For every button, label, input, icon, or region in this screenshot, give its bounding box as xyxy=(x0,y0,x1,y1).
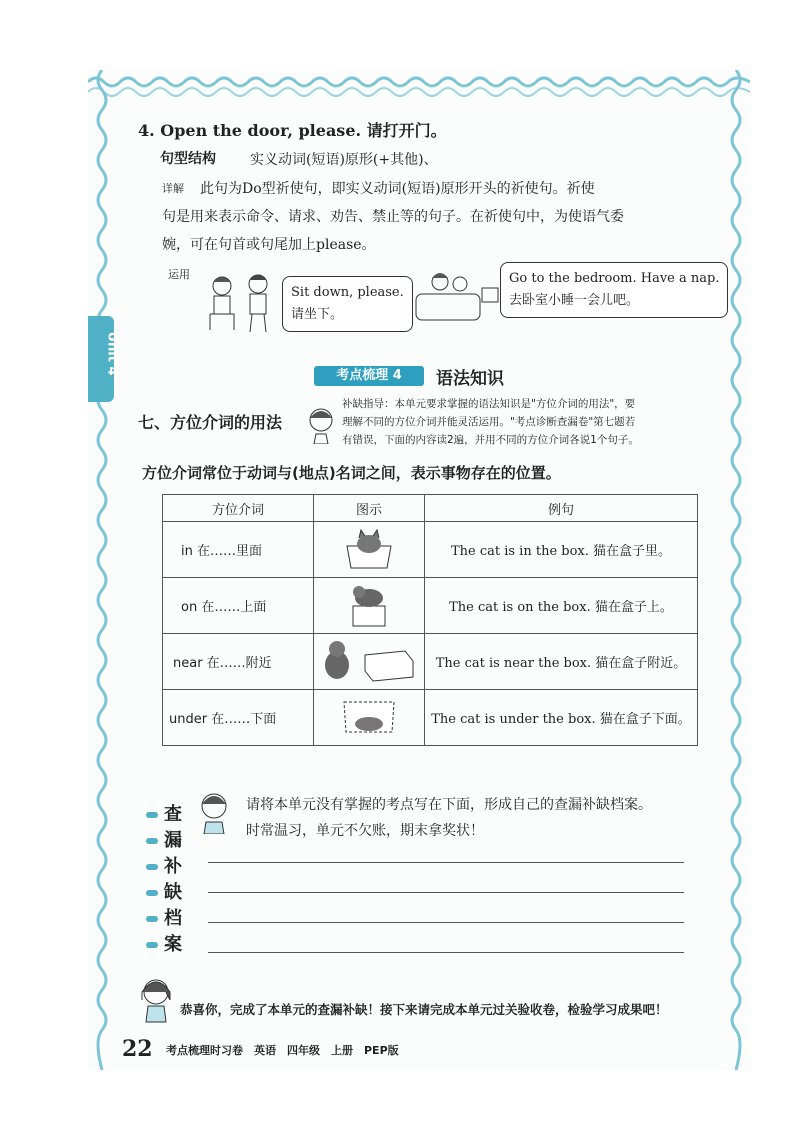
footer-text: 考点梳理时习卷 英语 四年级 上册 PEP版 xyxy=(166,1044,399,1057)
gap-file-char: 缺 xyxy=(146,878,182,904)
preposition-table xyxy=(162,494,698,746)
unit-tab-label: Unit 4 xyxy=(104,331,120,376)
example-cell: The cat is on the box. 猫在盒子上。 xyxy=(425,578,698,634)
table-header-example: 例句 xyxy=(425,495,698,522)
wave-border-top xyxy=(88,70,750,110)
girl-avatar-icon xyxy=(136,974,176,1024)
detail-line3: 婉，可在句首或句尾加上please。 xyxy=(162,237,376,253)
gap-file-char: 案 xyxy=(146,930,182,956)
unit-tab xyxy=(88,316,120,402)
note-line3: 有错误，下面的内容读2遍，并用不同的方位介词各说1个句子。 xyxy=(342,434,639,446)
detail-label: 详解 xyxy=(162,182,184,195)
prep-cell: in 在……里面 xyxy=(163,522,314,578)
image-cell xyxy=(314,578,425,634)
bubble1-cn: 请坐下。 xyxy=(291,307,344,322)
table-header-image: 图示 xyxy=(314,495,425,522)
table-row xyxy=(163,690,698,746)
note-line2: 理解不同的方位介词并能灵活运用。"考点诊断查漏卷"第七题若 xyxy=(342,416,636,428)
prep-cell: near 在……附近 xyxy=(163,634,314,690)
family-sofa-illustration xyxy=(410,266,502,332)
teacher-avatar-icon xyxy=(306,404,336,444)
section7-title: 七、方位介词的用法 xyxy=(138,413,283,432)
cat-near-box-icon xyxy=(319,637,419,683)
student-avatar-icon xyxy=(194,788,234,834)
gap-file-char: 档 xyxy=(146,904,182,930)
prep-cell: under 在……下面 xyxy=(163,690,314,746)
pattern-label: 句型结构 xyxy=(160,151,216,167)
image-cell xyxy=(314,690,425,746)
table-row xyxy=(163,578,698,634)
writing-line[interactable] xyxy=(208,862,684,863)
kids-sitting-illustration xyxy=(200,270,280,336)
image-cell xyxy=(314,634,425,690)
bubble2-cn: 去卧室小睡一会儿吧。 xyxy=(509,293,640,308)
page-number: 22 xyxy=(122,1036,153,1062)
usage-label: 运用 xyxy=(168,268,190,281)
wave-border-left xyxy=(88,70,118,1070)
cat-in-box-icon xyxy=(339,526,399,570)
writing-line[interactable] xyxy=(208,922,684,923)
table-row xyxy=(163,634,698,690)
example-cell: The cat is under the box. 猫在盒子下面。 xyxy=(425,690,698,746)
table-row xyxy=(163,522,698,578)
section4-title: 4. Open the door, please. 请打开门。 xyxy=(138,121,447,140)
gap-file-line2: 时常温习，单元不欠账，期末拿奖状！ xyxy=(246,823,484,839)
gap-file-char: 补 xyxy=(146,852,182,878)
speech-bubble-1 xyxy=(282,276,413,332)
image-cell xyxy=(314,522,425,578)
section-heading: 语法知识 xyxy=(436,369,504,389)
section7-intro: 方位介词常位于动词与(地点)名词之间，表示事物存在的位置。 xyxy=(142,464,561,482)
table-header-row xyxy=(163,495,698,522)
speech-bubble-2 xyxy=(500,262,728,318)
cat-on-box-icon xyxy=(339,580,399,628)
wave-border-right xyxy=(722,70,752,1070)
note-line1: 补缺指导：本单元要求掌握的语法知识是"方位介词的用法"，要 xyxy=(342,398,636,410)
gap-file-char: 漏 xyxy=(146,826,182,852)
bubble2-en: Go to the bedroom. Have a nap. xyxy=(509,271,720,286)
gap-file-char: 查 xyxy=(146,800,182,826)
detail-line1: 此句为Do型祈使句，即实义动词(短语)原形开头的祈使句。祈使 xyxy=(200,181,595,197)
detail-line2: 句是用来表示命令、请求、劝告、禁止等的句子。在祈使句中，为使语气委 xyxy=(162,209,624,225)
writing-line[interactable] xyxy=(208,892,684,893)
topic-badge xyxy=(314,366,424,386)
gap-file-line1: 请将本单元没有掌握的考点写在下面，形成自己的查漏补缺档案。 xyxy=(246,797,652,813)
writing-line[interactable] xyxy=(208,952,684,953)
topic-badge-label: 考点梳理 4 xyxy=(336,368,402,383)
prep-cell: on 在……上面 xyxy=(163,578,314,634)
cat-under-box-icon xyxy=(334,694,404,738)
example-cell: The cat is in the box. 猫在盒子里。 xyxy=(425,522,698,578)
bubble1-en: Sit down, please. xyxy=(291,285,404,300)
table-header-prep: 方位介词 xyxy=(163,495,314,522)
example-cell: The cat is near the box. 猫在盒子附近。 xyxy=(425,634,698,690)
pattern-text: 实义动词(短语)原形(+其他)、 xyxy=(250,152,438,168)
congrats-text: 恭喜你，完成了本单元的查漏补缺！接下来请完成本单元过关验收卷，检验学习成果吧！ xyxy=(180,1002,668,1017)
